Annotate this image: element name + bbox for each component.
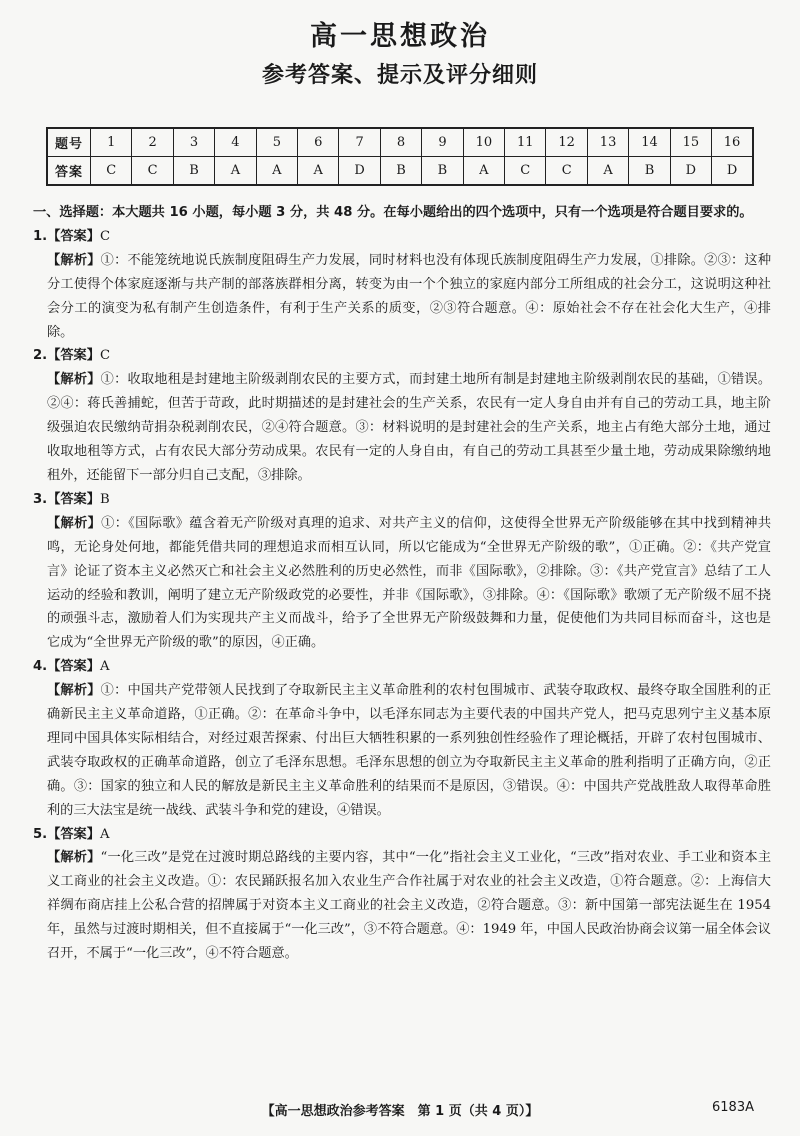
question-number-cell: 8 (380, 128, 421, 157)
answer-label: 【答案】 (47, 348, 100, 364)
question-number: 2. (33, 348, 48, 364)
question-number-cell: 14 (629, 128, 670, 157)
answer-row-label: 答案 (47, 157, 91, 186)
explanation-text: ①：中国共产党带领人民找到了夺取新民主主义革命胜利的农村包围城市、武装夺取政权、最终夺取全国胜利的正确新民主主义革命道路，①正确。②：在革命斗争中，以毛泽东同志为主要代表的中国共产党人，把马克思列宁主义基本原理同中国具体实际相结合，对经过艰苦探索、付出巨大牺牲积累的一系列独创性经验作了理论概括，开辟了农村包围城市、武装夺取政权的正确革命道路，创立了毛泽东思想。毛泽东思想的创立为夺取新民主主义革命的胜利指明了正确方向，②正确。③：国家的独立和人民的解放是新民主主义革命胜利的结果而不是原因，③错误。④：中国共产党战胜敌人取得革命胜利的三大法宝是统一战线、武装斗争和党的建设，④错误。 (47, 683, 772, 818)
answer-explanations (33, 201, 771, 966)
explanation-paragraph (33, 679, 771, 822)
answer-cell: A (587, 157, 628, 186)
question-number-cell: 4 (215, 128, 256, 157)
explanation-label: 【解析】 (47, 683, 101, 699)
explanation-paragraph (33, 368, 771, 488)
question-number-cell: 2 (132, 128, 173, 157)
explanation-text: ①：收取地租是封建地主阶级剥削农民的主要方式，而封建土地所有制是封建地主阶级剥削农民的基础，①错误。②④：蒋氏善捕蛇，但苦于苛政，此时期描述的是封建社会的生产关系，农民有一定人身自由并有自己的劳动工具，地主阶级强迫农民缴纳苛捐杂税剥削农民，②④符合题意。③：材料说明的是封建社会的生产关系，地主占有绝大部分土地，通过收取地租等方式，占有农民大部分劳动成果。农民有一定的人身自由，有自己的劳动工具甚至少量土地，劳动成果除缴纳地租外，还能留下一部分归自己支配，③排除。 (47, 372, 772, 483)
question-answer-line (33, 488, 771, 512)
answer-cell: B (629, 157, 670, 186)
section-heading: 一、选择题：本大题共 16 小题，每小题 3 分，共 48 分。在每小题给出的四个选项中，只有一个选项是符合题目要求的。 (33, 205, 753, 220)
explanation-paragraph (33, 512, 771, 655)
question-number-cell: 3 (173, 128, 214, 157)
question-answer-line (33, 655, 771, 679)
question-number-cell: 16 (712, 128, 753, 157)
answer-cell: A (463, 157, 504, 186)
answer-cell: C (546, 157, 587, 186)
answer-label: 【答案】 (47, 826, 100, 842)
question-block (33, 655, 771, 822)
answer-cell: B (173, 157, 214, 186)
question-number-cell: 6 (298, 128, 339, 157)
question-number: 1. (33, 228, 48, 244)
document-code: 6183A (712, 1100, 754, 1115)
number-row (47, 128, 753, 157)
answer-value: A (99, 826, 110, 842)
question-block (33, 823, 771, 966)
explanation-paragraph (33, 249, 771, 345)
question-block (33, 225, 771, 345)
answer-label: 【答案】 (47, 491, 100, 507)
question-number-cell: 15 (670, 128, 711, 157)
explanation-text: ①：不能笼统地说氏族制度阻碍生产力发展，同时材料也没有体现氏族制度阻碍生产力发展，①排除。②③：这种分工使得个体家庭逐渐与共产制的部落族群相分离，转变为由一个个独立的家庭内部分工所组成的社会分工，这说明这种社会分工的演变为私有制产生创造条件，有利于生产关系的质变，②③符合题意。④：原始社会不存在社会化大生产，④排除。 (47, 252, 772, 340)
answer-cell: A (215, 157, 256, 186)
answer-cell: B (422, 157, 463, 186)
explanation-label: 【解析】 (47, 252, 101, 268)
question-block (33, 344, 771, 487)
question-number: 4. (33, 659, 48, 675)
answer-cell: A (298, 157, 339, 186)
question-number-cell: 12 (546, 128, 587, 157)
question-number-cell: 10 (463, 128, 504, 157)
answer-cell: D (339, 157, 380, 186)
page-title: 高一思想政治 (310, 21, 490, 52)
answer-label: 【答案】 (47, 659, 100, 675)
answer-cell: C (132, 157, 173, 186)
question-number: 5. (33, 826, 48, 842)
question-number-cell: 9 (422, 128, 463, 157)
answer-table (46, 127, 754, 186)
question-number-cell: 11 (505, 128, 546, 157)
question-answer-line (33, 344, 771, 368)
question-answer-line (33, 225, 771, 249)
answer-label: 【答案】 (47, 228, 100, 244)
answer-value: B (99, 491, 110, 507)
explanation-paragraph (33, 846, 771, 966)
explanation-label: 【解析】 (47, 850, 101, 866)
question-number-cell: 1 (91, 128, 132, 157)
answer-row (47, 157, 753, 186)
number-row-label: 题号 (47, 128, 91, 157)
answer-cell: A (256, 157, 297, 186)
question-number: 3. (33, 491, 48, 507)
explanation-text: ①：《国际歌》蕴含着无产阶级对真理的追求、对共产主义的信仰，这使得全世界无产阶级能够在其中找到精神共鸣，无论身处何地，都能凭借共同的理想追求而相互认同，所以它能成为“全世界无产阶级的歌”，①正确。②：《共产党宣言》论证了资本主义必然灭亡和社会主义必然胜利的历史必然性，而非《国际歌》，②排除。③：《共产党宣言》总结了工人运动的经验和教训，阐明了建立无产阶级政党的必要性，并非《国际歌》，③排除。④：《国际歌》歌颂了无产阶级不屈不挠的顽强斗志，激励着人们为实现共产主义而战斗，给予了全世界无产阶级鼓舞和力量，促使他们为共同目标而奋斗，这也是它成为“全世界无产阶级的歌”的原因，④正确。 (47, 515, 772, 651)
page-subtitle: 参考答案、提示及评分细则 (261, 63, 538, 88)
explanation-label: 【解析】 (47, 515, 102, 531)
answer-value: C (99, 228, 111, 244)
question-answer-line (33, 823, 771, 847)
answer-cell: C (505, 157, 546, 186)
answer-cell: D (712, 157, 753, 186)
explanation-label: 【解析】 (47, 372, 101, 388)
answer-value: A (99, 659, 110, 675)
question-number-cell: 5 (256, 128, 297, 157)
question-block (33, 488, 771, 655)
page-info: 【高一思想政治参考答案 第 1 页（共 4 页）】 (261, 1104, 539, 1119)
answer-cell: B (380, 157, 421, 186)
answer-cell: C (91, 157, 132, 186)
question-number-cell: 7 (339, 128, 380, 157)
question-number-cell: 13 (587, 128, 628, 157)
answer-cell: D (670, 157, 711, 186)
explanation-text: “一化三改”是党在过渡时期总路线的主要内容，其中“一化”指社会主义工业化，“三改”指对农业、手工业和资本主义工商业的社会主义改造。①：农民踊跃报名加入农业生产合作社属于对农业的社会主义改造，①符合题意。②：上海信大祥绸布商店挂上公私合营的招牌属于对资本主义工商业的社会主义改造，②符合题意。③：新中国第一部宪法诞生在 1954 年，虽然与过渡时期相关，但不直接属于“一化三改”，③不符合题意。④：1949 年，中国人民政治协商会议第一届全体会议召开，不属于“一化三改”，④不符合题意。 (47, 850, 772, 962)
answer-value: C (99, 348, 111, 364)
